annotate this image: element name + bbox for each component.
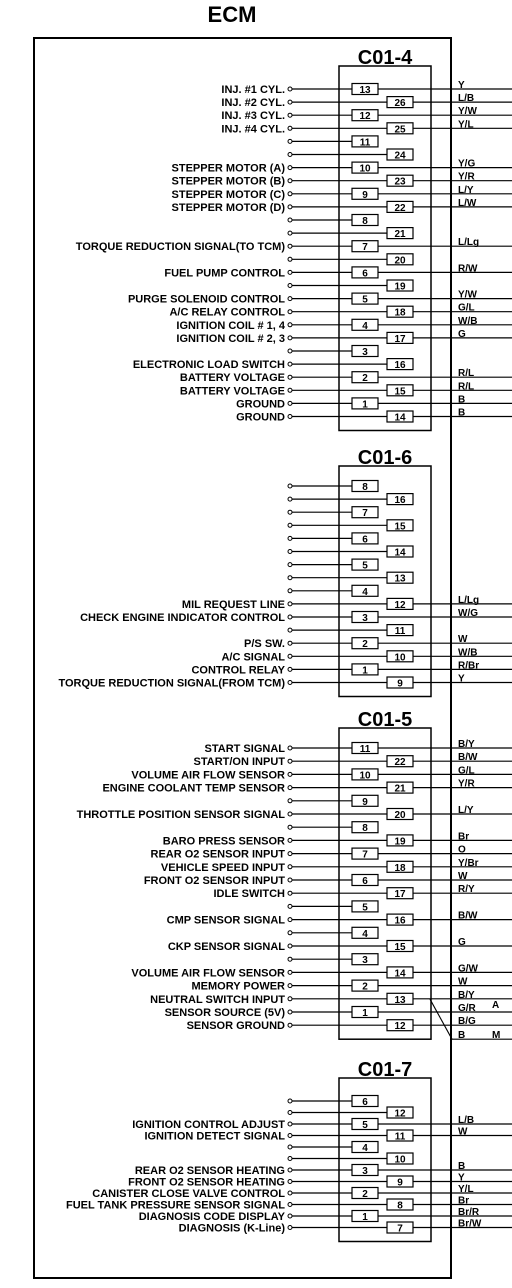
pin-number: 11 [359,137,371,149]
terminal-dot [288,772,292,776]
terminal-dot [288,786,292,790]
pin-number: 10 [394,1154,406,1166]
pin-label: ELECTRONIC LOAD SWITCH [132,359,285,372]
connector-name: C01-5 [357,709,413,731]
wire-color: W [458,1126,468,1138]
wire-color: B [458,1161,466,1172]
terminal-dot [288,284,292,288]
pin-number: 2 [362,1189,368,1200]
terminal-dot [288,536,292,540]
pin-number: 2 [362,639,368,651]
wire-color: Y/R [458,778,475,790]
pin-number: 15 [394,521,406,533]
pin-label: FRONT O2 SENSOR INPUT [143,875,285,887]
terminal-dot [288,244,292,248]
wire-color: Y [458,80,465,91]
wire-color: B/Y [458,989,475,1001]
pin-label: REAR O2 SENSOR HEATING [134,1165,285,1177]
terminal-dot [288,497,292,501]
pin-label: CKP SENSOR SIGNAL [167,941,285,953]
wire-color: B [458,394,466,406]
pin-number: 26 [394,98,406,110]
terminal-dot [288,944,292,948]
terminal-dot [288,270,292,274]
wire-color: G/L [458,765,475,777]
pin-label: INJ. #3 CYL. [221,110,285,123]
pin-label: GROUND [236,411,285,424]
pin-number: 24 [394,150,406,162]
wire-color: B/Y [458,739,475,750]
connector-name: C01-6 [357,447,413,469]
wire-color: B/G [458,1016,476,1028]
terminal-dot [288,615,292,619]
pin-number: 5 [362,1120,368,1131]
pin-number: 10 [394,652,406,664]
terminal-dot [288,1203,292,1207]
wire-color: Y/G [458,158,476,170]
terminal-dot [288,205,292,209]
pin-number: 21 [394,783,406,795]
terminal-dot [288,654,292,658]
pin-number: 7 [362,849,368,861]
pin-number: 17 [394,333,406,345]
terminal-dot [288,589,292,593]
wire-color: W [458,871,468,882]
pin-label: START/ON INPUT [193,756,285,769]
pin-number: 11 [394,626,406,638]
connector-c01-6 [58,447,512,697]
pin-label: IDLE SWITCH [213,888,285,901]
terminal-dot [288,126,292,130]
wire-color: L/W [458,197,477,209]
pin-label: START SIGNAL [204,743,285,755]
terminal-dot [288,336,292,340]
pin-number: 13 [359,85,371,96]
pin-number: 11 [394,1131,406,1143]
terminal-dot [288,667,292,671]
pin-label: STEPPER MOTOR (D) [171,201,285,214]
connector-c01-5 [77,709,512,1041]
wire-color: Y/L [458,1184,474,1195]
pin-number: 8 [397,1200,403,1212]
wire-color: Br/W [458,1218,482,1230]
pin-label: SENSOR GROUND [186,1020,285,1033]
terminal-dot [288,523,292,527]
wire-color: Y/Br [458,857,479,869]
pin-label: THROTTLE POSITION SENSOR SIGNAL [76,809,285,821]
pin-number: 18 [394,862,406,874]
pin-number: 6 [362,268,368,280]
pin-number: 16 [394,495,406,507]
pin-number: 6 [362,534,368,546]
pin-number: 4 [362,586,368,598]
pin-number: 13 [394,573,406,585]
pin-number: 15 [394,386,406,398]
pin-number: 12 [359,111,371,123]
terminal-dot [288,1180,292,1184]
pin-number: 22 [394,202,406,214]
pin-label: STEPPER MOTOR (B) [171,175,285,188]
pin-label: MIL REQUEST LINE [181,598,285,611]
pin-number: 5 [362,560,368,572]
terminal-dot [288,510,292,514]
wire-color: L/Y [458,805,474,816]
pin-label: FUEL PUMP CONTROL [164,267,285,280]
pin-number: 10 [359,163,371,175]
pin-label: A/C RELAY CONTROL [169,306,285,319]
terminal-dot [288,641,292,645]
pin-number: 14 [394,412,406,424]
wire-color: R/L [458,368,475,380]
terminal-dot [288,550,292,554]
terminal-dot [288,628,292,632]
pin-number: 4 [362,928,368,940]
terminal-dot [288,563,292,567]
pin-label: IGNITION COIL # 1, 4 [176,319,285,332]
pin-label: IGNITION DETECT SIGNAL [144,1130,285,1143]
pin-number: 21 [394,229,406,241]
pin-number: 19 [394,836,406,848]
terminal-dot [288,759,292,763]
terminal-dot [288,931,292,935]
pin-number: 22 [394,757,406,769]
terminal-dot [288,878,292,882]
pin-label: INJ. #4 CYL. [221,123,285,136]
wire-color: G/L [458,302,475,314]
pin-number: 20 [394,810,406,821]
pin-label: IGNITION COIL # 2, 3 [176,332,285,345]
ecm-title: ECM [207,2,257,27]
terminal-dot [288,388,292,392]
pin-number: 9 [362,189,368,201]
pin-label: GROUND [236,398,285,411]
splice-line [430,999,452,1039]
pin-number: 1 [362,1008,368,1019]
terminal-dot [288,218,292,222]
connector-name: C01-4 [357,47,413,69]
terminal-dot [288,401,292,405]
terminal-dot [288,1111,292,1115]
wire-color: Y/L [458,119,474,131]
terminal-dot [288,904,292,908]
pin-number: 16 [394,915,406,927]
pin-number: 3 [362,955,368,967]
pin-label: STEPPER MOTOR (A) [171,162,285,175]
pin-number: 5 [362,902,368,914]
pin-number: 3 [362,613,368,624]
wire-color: Y [458,673,465,685]
pin-label: P/S SW. [244,638,285,651]
wire-color: G [458,937,466,948]
pin-label: INJ. #1 CYL. [221,84,285,96]
terminal-dot [288,957,292,961]
connector-name: C01-7 [357,1059,413,1081]
wire-color: R/W [458,263,478,275]
pin-label: TORQUE REDUCTION SIGNAL(TO TCM) [75,241,285,254]
connector-body [339,466,431,697]
wire-color: L/Lg [458,594,480,606]
terminal-dot [288,139,292,143]
wire-color: Br [458,1195,470,1207]
pin-label: FRONT O2 SENSOR HEATING [128,1176,285,1189]
wire-color: L/B [458,93,475,105]
pin-number: 2 [362,373,368,385]
wire-ref: A [492,1000,500,1012]
pin-label: PURGE SOLENOID CONTROL [127,293,285,306]
terminal-dot [288,231,292,235]
pin-number: 8 [362,823,368,835]
wire-color: O [458,844,466,856]
pin-number: 11 [359,744,371,755]
pin-number: 7 [397,1223,403,1235]
pin-label: CANISTER CLOSE VALVE CONTROL [92,1188,285,1200]
pin-number: 19 [394,281,406,293]
terminal-dot [288,918,292,922]
pin-number: 6 [362,1097,368,1108]
terminal-dot [288,323,292,327]
pin-number: 12 [394,1108,406,1120]
wire-color: L/Y [458,184,474,196]
terminal-dot [288,865,292,869]
connector-c01-4 [76,47,512,431]
pin-label: STEPPER MOTOR (C) [171,188,285,201]
terminal-dot [288,1168,292,1172]
terminal-dot [288,1134,292,1138]
pin-label: IGNITION CONTROL ADJUST [132,1119,285,1131]
pin-label: ENGINE COOLANT TEMP SENSOR [102,782,285,795]
terminal-dot [288,179,292,183]
wire-ref: M [492,1030,501,1042]
wire-color: Y/W [458,106,477,118]
terminal-dot [288,113,292,117]
pin-label: VOLUME AIR FLOW SENSOR [131,769,285,782]
terminal-dot [288,891,292,895]
terminal-dot [288,1099,292,1103]
terminal-dot [288,1023,292,1027]
terminal-dot [288,87,292,91]
pin-number: 20 [394,255,406,267]
pin-label: TORQUE REDUCTION SIGNAL(FROM TCM) [58,677,285,690]
pin-number: 3 [362,347,368,358]
wire-color: R/Br [458,660,480,672]
wire-color: B/W [458,910,478,922]
pin-number: 6 [362,876,368,887]
pin-number: 4 [362,320,368,332]
pin-label: VOLUME AIR FLOW SENSOR [131,967,285,980]
terminal-dot [288,838,292,842]
pin-number: 12 [394,599,406,611]
wire-color: L/B [458,1115,475,1126]
pin-label: FUEL TANK PRESSURE SENSOR SIGNAL [65,1199,285,1212]
pin-number: 4 [362,1143,368,1154]
terminal-dot [288,746,292,750]
pin-label: SENSOR SOURCE (5V) [164,1007,285,1019]
pin-number: 8 [362,216,368,227]
pin-label: BATTERY VOLTAGE [179,385,285,398]
wire-color: Br/R [458,1207,480,1218]
wire-color: B [458,1030,466,1042]
pin-number: 1 [362,1212,368,1223]
pin-label: CMP SENSOR SIGNAL [166,914,285,927]
pin-number: 23 [394,176,406,188]
wire-color: Y/R [458,171,475,183]
terminal-dot [288,257,292,261]
terminal-dot [288,362,292,366]
pin-number: 17 [394,889,406,901]
terminal-dot [288,576,292,580]
terminal-dot [288,297,292,301]
pin-number: 1 [362,399,368,411]
pin-label: INJ. #2 CYL. [221,97,285,110]
pin-label: CONTROL RELAY [191,664,285,677]
pin-number: 8 [362,482,368,493]
wire-color: G [458,328,466,340]
terminal-dot [288,852,292,856]
connector-c01-7 [66,1059,512,1242]
pin-label: VEHICLE SPEED INPUT [160,861,285,874]
terminal-dot [288,484,292,488]
pin-number: 14 [394,547,406,559]
wire-color: R/L [458,381,475,393]
terminal-dot [288,153,292,157]
wire-color: R/Y [458,884,475,896]
wire-color: Y [458,1172,465,1184]
wire-color: B/W [458,752,478,764]
terminal-dot [288,166,292,170]
terminal-dot [288,970,292,974]
wire-color: G/W [458,963,478,975]
pin-label: DIAGNOSIS CODE DISPLAY [138,1211,285,1223]
terminal-dot [288,100,292,104]
terminal-dot [288,681,292,685]
terminal-dot [288,984,292,988]
wire-color: B [458,407,466,419]
wire-color: W/G [458,608,478,619]
terminal-dot [288,1157,292,1161]
terminal-dot [288,799,292,803]
wire-color: G/R [458,1003,476,1014]
pin-label: A/C SIGNAL [221,651,285,664]
wire-color: L/Lg [458,237,480,249]
terminal-dot [288,1226,292,1230]
terminal-dot [288,825,292,829]
terminal-dot [288,310,292,314]
pin-number: 12 [394,1021,406,1033]
pin-number: 1 [362,665,368,677]
pin-label: BARO PRESS SENSOR [162,835,285,848]
pin-number: 14 [394,968,406,980]
pin-number: 9 [397,678,403,690]
pin-label: MEMORY POWER [191,980,285,993]
wire-color: W/B [458,647,478,659]
pin-number: 2 [362,981,368,993]
pin-number: 3 [362,1166,368,1177]
terminal-dot [288,349,292,353]
pin-number: 10 [359,770,371,782]
pin-label: CHECK ENGINE INDICATOR CONTROL [80,612,285,624]
wire-color: W [458,976,468,988]
pin-number: 25 [394,124,406,136]
pin-number: 18 [394,307,406,319]
pin-label: NEUTRAL SWITCH INPUT [150,993,285,1006]
pin-label: REAR O2 SENSOR INPUT [150,848,285,861]
pin-number: 16 [394,360,406,372]
terminal-dot [288,997,292,1001]
terminal-dot [288,192,292,196]
terminal-dot [288,1214,292,1218]
terminal-dot [288,602,292,606]
terminal-dot [288,1122,292,1126]
wire-color: Y/W [458,289,477,301]
pin-number: 9 [397,1177,403,1189]
pin-number: 7 [362,242,368,254]
terminal-dot [288,1145,292,1149]
pin-label: DIAGNOSIS (K-Line) [178,1222,285,1235]
wire-color: W [458,634,468,646]
terminal-dot [288,1191,292,1195]
wire-color: Br [458,831,470,843]
pin-number: 9 [362,796,368,808]
terminal-dot [288,375,292,379]
pin-number: 5 [362,294,368,306]
pin-number: 15 [394,942,406,953]
terminal-dot [288,812,292,816]
pin-number: 7 [362,508,368,520]
pin-number: 13 [394,994,406,1006]
terminal-dot [288,415,292,419]
terminal-dot [288,1010,292,1014]
wire-color: W/B [458,315,478,327]
pin-label: BATTERY VOLTAGE [179,372,285,385]
